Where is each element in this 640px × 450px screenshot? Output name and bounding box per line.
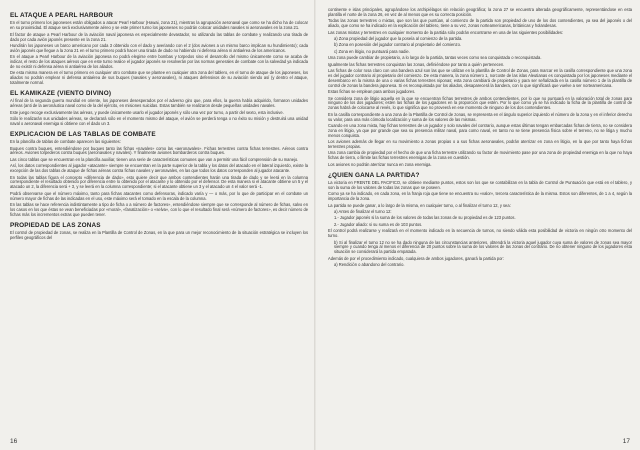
paragraph: Cuando en una zona mixta, hay fichas terrestres de un jugador y solo navales del contrario, aunque estas últimas tengan embarcadas fichas de tierra, no se considera zona en litigio, ya que por grande que sea su presencia militar naval, para como naval, en tanto no se tiene presencia física sobre el terreno, no se litiga y mucho menos conquista. [328,123,632,138]
paragraph: a) Zona propiedad del jugador que la poseía al comienzo de la partida. [334,36,463,41]
right-page-content [328,8,632,168]
paragraph: c) Zona en litigio, no puntuará para nadie. [334,48,410,54]
right-page-number: 17 [622,438,630,445]
paragraph: El factor de ataque a Pearl Harbour de la aviación naval japonesa es especialmente devastador, no utilizando las tablas de combate y realizando una tirada de dado por cada avión japonés presente en la zona 21. [10,31,308,42]
paragraph: Al final de la segunda guerra mundial en oriente, los japoneses desesperados por el adverso giro que, para ellos, la guerra había adquirido, formaron unidades aéreas (anti de la aeronáutica naval como de la del ejército, en misiones suicidas. Estas también se realizaron desde pequeñas unidades navales. [10,98,308,109]
left-page [0,0,316,450]
paragraph: Hundirán los japoneses un barco americano por cada 3 obtenido con el dado y averiando con el 2 (dos aviones a un mismo barco implican su hundimiento); cada avión japonés que llegue a la zona 21 en el turno primero podrá hacer una tirada de dado no habiendo ni defensa aérea ni antiaérea de los americanos. [10,42,308,53]
paragraph: Los aviones además de llegar en su movimiento a zonas propias o a sus fichas aeronavales, podrán aterrizar en zona en litigio, en la que por tanto haya fichas terrestres propias. [328,139,632,149]
section-title: EL ATAQUE A PEARL HARBOUR [10,12,114,19]
paragraph: continente e islas principales, agrupándose los archipiélagos sin relación geográfica; la zona 27 se encuentra alterada geográficamente, representándose en esta plantilla el norte de la zona 26, en vez de al menos que es su correcta posición. [328,7,632,17]
paragraph: b) Si al finalizar el turno 12 no se ha dado ninguna de las circunstancias anteriores, obtendrá la victoria aquel jugador cuya suma de valores de zonas sea mayor siempre y cuando tenga al menos el diferencia de 20 puntos sobre la suma de los valores de las zonas del contrario. De no obtener ninguno de los jugadores esta situación se considerará la partida empatada. [334,239,632,255]
paragraph: Igualmente las fichas terrestres conquistan las zonas, definiéndose por tanto a quién pertenecen. [328,61,505,67]
paragraph: b) Zona en posesión del jugador contrario al propietario del comienzo. [334,42,461,48]
section-title-who-wins: ¿QUIEN GANA LA PARTIDA? [328,171,420,179]
paragraph: Las fichas de color rosa claro con una bandera azul son las que se utilizan en la plantilla de Control de Zonas, para marcar en la casilla correspondiente que una zona es del jugador contrario al propietario del comienzo. De esta manera, la zona número 1, norcoste de las islas Aleutianas es conquistada por los japoneses mediante el desembarco en la misma de una o varias fichas terrestres niponas; esta zona cambiará de propietario y para ser señalizada en la casilla número 1 de la plantilla de control de zonas la bandera japonesa. Si es reconquistada por los aliados, desaparecerá la bandera, con lo que significará que vuelve a ser norteamericana. [328,68,632,88]
who-wins-content [328,181,632,268]
paragraph: El control de propiedad de zonas, se realiza en la Plantilla de Control de Zonas, en la que para un mejor reconocimiento de la situación estratégica se incluyen los perfiles geográficos del [10,229,308,240]
paragraph: Una zona cambia de propiedad por el hecho de que una ficha terrestre utilizando su factor de movimiento pase por una zona de propiedad enemiga en la que no haya fichas de tierra, o llimite las fichas terrestres enemigas de la zona en cuestión. [328,150,632,161]
paragraph: Podrá observarse que el número máximo, tanto para fichas atacantes como defensoras, indicado varía y — o más, por lo que de participar en el combate un número mayor de fichas de las indicadas en el uso, este máximo será el tomado en la escala de la columna. [10,190,308,201]
left-page-content [10,12,308,241]
paragraph: En el ataque a Pearl Harbour de la aviación japonesa no podrá elegirse entre bombas y torpedos sino el desarrollo del mismo únicamente como se acaba de indicar, el resto de los ataques aéreos que en este turno realice el jugador japonés se resolverán por las normas generales de combate con la salvedad ya indicada de no existir ni defensa aérea ni antiaérea de los aliados. [10,54,308,69]
paragraph: Este juego recoge exclusivamente las aéreas, y puede únicamente usarlo el jugador japonés y sólo una vez por turno, a partir del sexto, esta inclusive. [10,109,284,115]
paragraph: 1.- Jugador japonés si la suma de los valores de todas las zonas de su propiedad es de 123 puntos. [334,215,516,221]
right-page [318,0,640,450]
section-title: EL KAMIKAZE (VIENTO DIVINO) [10,89,112,97]
paragraph: Los aviones no podrán aterrizar nunca en zona enemiga. [328,161,432,167]
paragraph: Las zonas mixtas y terrestres en cualquier momento de la partida sólo podrán encontrarse en una de las siguientes posibilidades: [328,29,564,35]
paragraph: En todas las tablas figura el concepto «diferencia de dado», esto quiere decir que ambos contendientes harán una tirada de dado y se leerá en la columna correspondiente el resultado obtenido por diferencia entre lo obtenido por el atacante y lo obtenido por el defensor. De esta manera si el atacante obtiene un 5 y el atacado un 2, la diferencia será + 3, y se leerá en la columna correspondiente; si el atacante obtiene un 3 y el atacado un 4 el valor será -1. [10,174,308,190]
paragraph: En el turno primero los japoneses están obligados a atacar Pearl Harbour (Hawai, zona 21), mientras la agrupación aeronaval que como se ha dicho ha de colocar en su proximidad. El ataque será exclusivamente aéreo y se este primer turno los japoneses no podrán colocar unidades navales ni aeronavales en la zona 21. [10,20,308,31]
paragraph: Todas las zonas terrestres o mixtas, que son las que puntúan, al comienzo de la partida son propiedad de uno de los dos contendientes, ya sea del japonés o del aliado, que como se ha indicado en la explicación del tablero, tiene a su vez, zonas norteamericanas, británicas y holandesas. [328,18,632,29]
section-title: EXPLICACION DE LAS TABLAS DE COMBATE [10,130,156,138]
section-title: PROPIEDAD DE LAS ZONAS [10,221,101,229]
paragraph: a) Antes de finalizar el turno 12: [334,208,392,214]
paragraph: En la plancilla de tablas de combate aparecen las siguientes: [10,139,121,145]
paragraph: Además de por el procedimiento indicado, cualquiera de ambos jugadores, ganará la partida por: [328,255,504,261]
paragraph: En las tablas se hace referencia indistintamente a tipo de ficha o a número de factores», entendiéndose siempre que se corresponde al número de fichas, salvo en los casos en los que éstas se vean beneficiadas por «moral», «fanatización» o «selva», con lo que el resultado final será «número de factores», es decir número de fichas más los incrementos extras que pueden tener. [10,201,308,217]
paragraph: Buques contra buques, entendiéndose por buques tanto las fichas «navales» como las «aeronavales». Fichas terrestres contra fichas terrestres. Aéreos contra aéreos. Aviones torpederos contra buques (aeronavales y navales). Y finalmente aviones bombarderos contra buques. [10,145,308,156]
paragraph: El control podrá realizarse y realizará en el momento indicado en la secuencia de turnos, no siendo válida esta posibilidad de victoria en ningún otro momento del turno. [328,228,632,239]
paragraph: Una zona puede cambiar de propietario, a lo largo de la partida, tantas veces como sea conquistada o reconquistada. [328,55,542,61]
paragraph: Sólo le realizarán sus unidades aéreas, se declarará sólo en el momento mismo del ataque, el avión se perderá tenga o no éxito su misión y destruirá una unidad naval o aeronaval enemiga si obtiene con el dado un 3. [10,116,308,126]
paragraph: De esta misma manera en el turno primero en cualquier otro combate que se plantee en cualquier otra zona del tablero, en el turno de ataque de los japoneses, los aliados no podrán emplear ni defensa antiaérea de sus buques (navales y aeronavales), ni ataques defensivos de su aviación siendo así (y dentro el ataque, totalmente normal. [10,70,308,86]
paragraph: Las cinco tablas que se encuentran en la plancilla auxiliar, tienen una serie de características comunes que van a permitir una fácil comprensión de su manejo. [10,156,299,162]
paragraph: La victoria en FRENTE DEL PACIFICO, se obtiene mediante puntos, estos son los que se contabilizan en la tabla de Control de Puntuación que está en el tablero, y son la suma de los valores de todas las zonas que se poseen. [328,179,632,190]
paragraph: Se considera zona de litigio aquella en la que se encuentran fichas terrestres de ambos contendientes, por lo que no puntuará en la valoración total de zonas para ninguno de los dos jugadores; estén las fichas de los jugadores en la proporción que estén. Por lo que como ya se ha indicado la ficha de la plantilla de control de zonas habrá de colocarse al revés, lo que significa que no proveerá en ese momento de ninguno de los dos contendientes. [328,95,632,111]
paragraph: La partida se puede ganar, a lo largo de la misma, en cualquier turno, o al finalizar el turno 12, y sea: [328,202,511,208]
left-page-number: 16 [10,438,18,445]
paragraph: En la casilla correspondiente a una zona de la Plantilla de Control de zonas, se representa en el ángulo superior izquierdo el número de la zona y en el inferior derecho su valor, para una más cómoda localización y suma de los valores de las mismas. [328,111,632,122]
paragraph: a) Rendición o abandono del contrario. [334,262,405,268]
paragraph: Así, los datos correspondientes al jugador «atacante» siempre se encuentran en la parte superior de la tabla y los datos del atacado en el lateral izquierdo, existe la excepción de las dos tablas de ataque de fichas aéreas contra fichas navales y aeronavales, en las que todos los datos corresponden al jugador atacante. [10,163,308,174]
paragraph: Estas fichas se emplean para ambos jugadores. [328,89,416,95]
paragraph: Como ya se ha indicado, en cada zona, en la franja roja que tiene se encuentra su «valor», tercera característica de la misma. Estos son diferentes, de 1 a 4, según la importancia de la zona. [328,191,632,202]
paragraph: 2.- Jugador aliado: si su suma es de 103 puntos. [334,221,423,227]
